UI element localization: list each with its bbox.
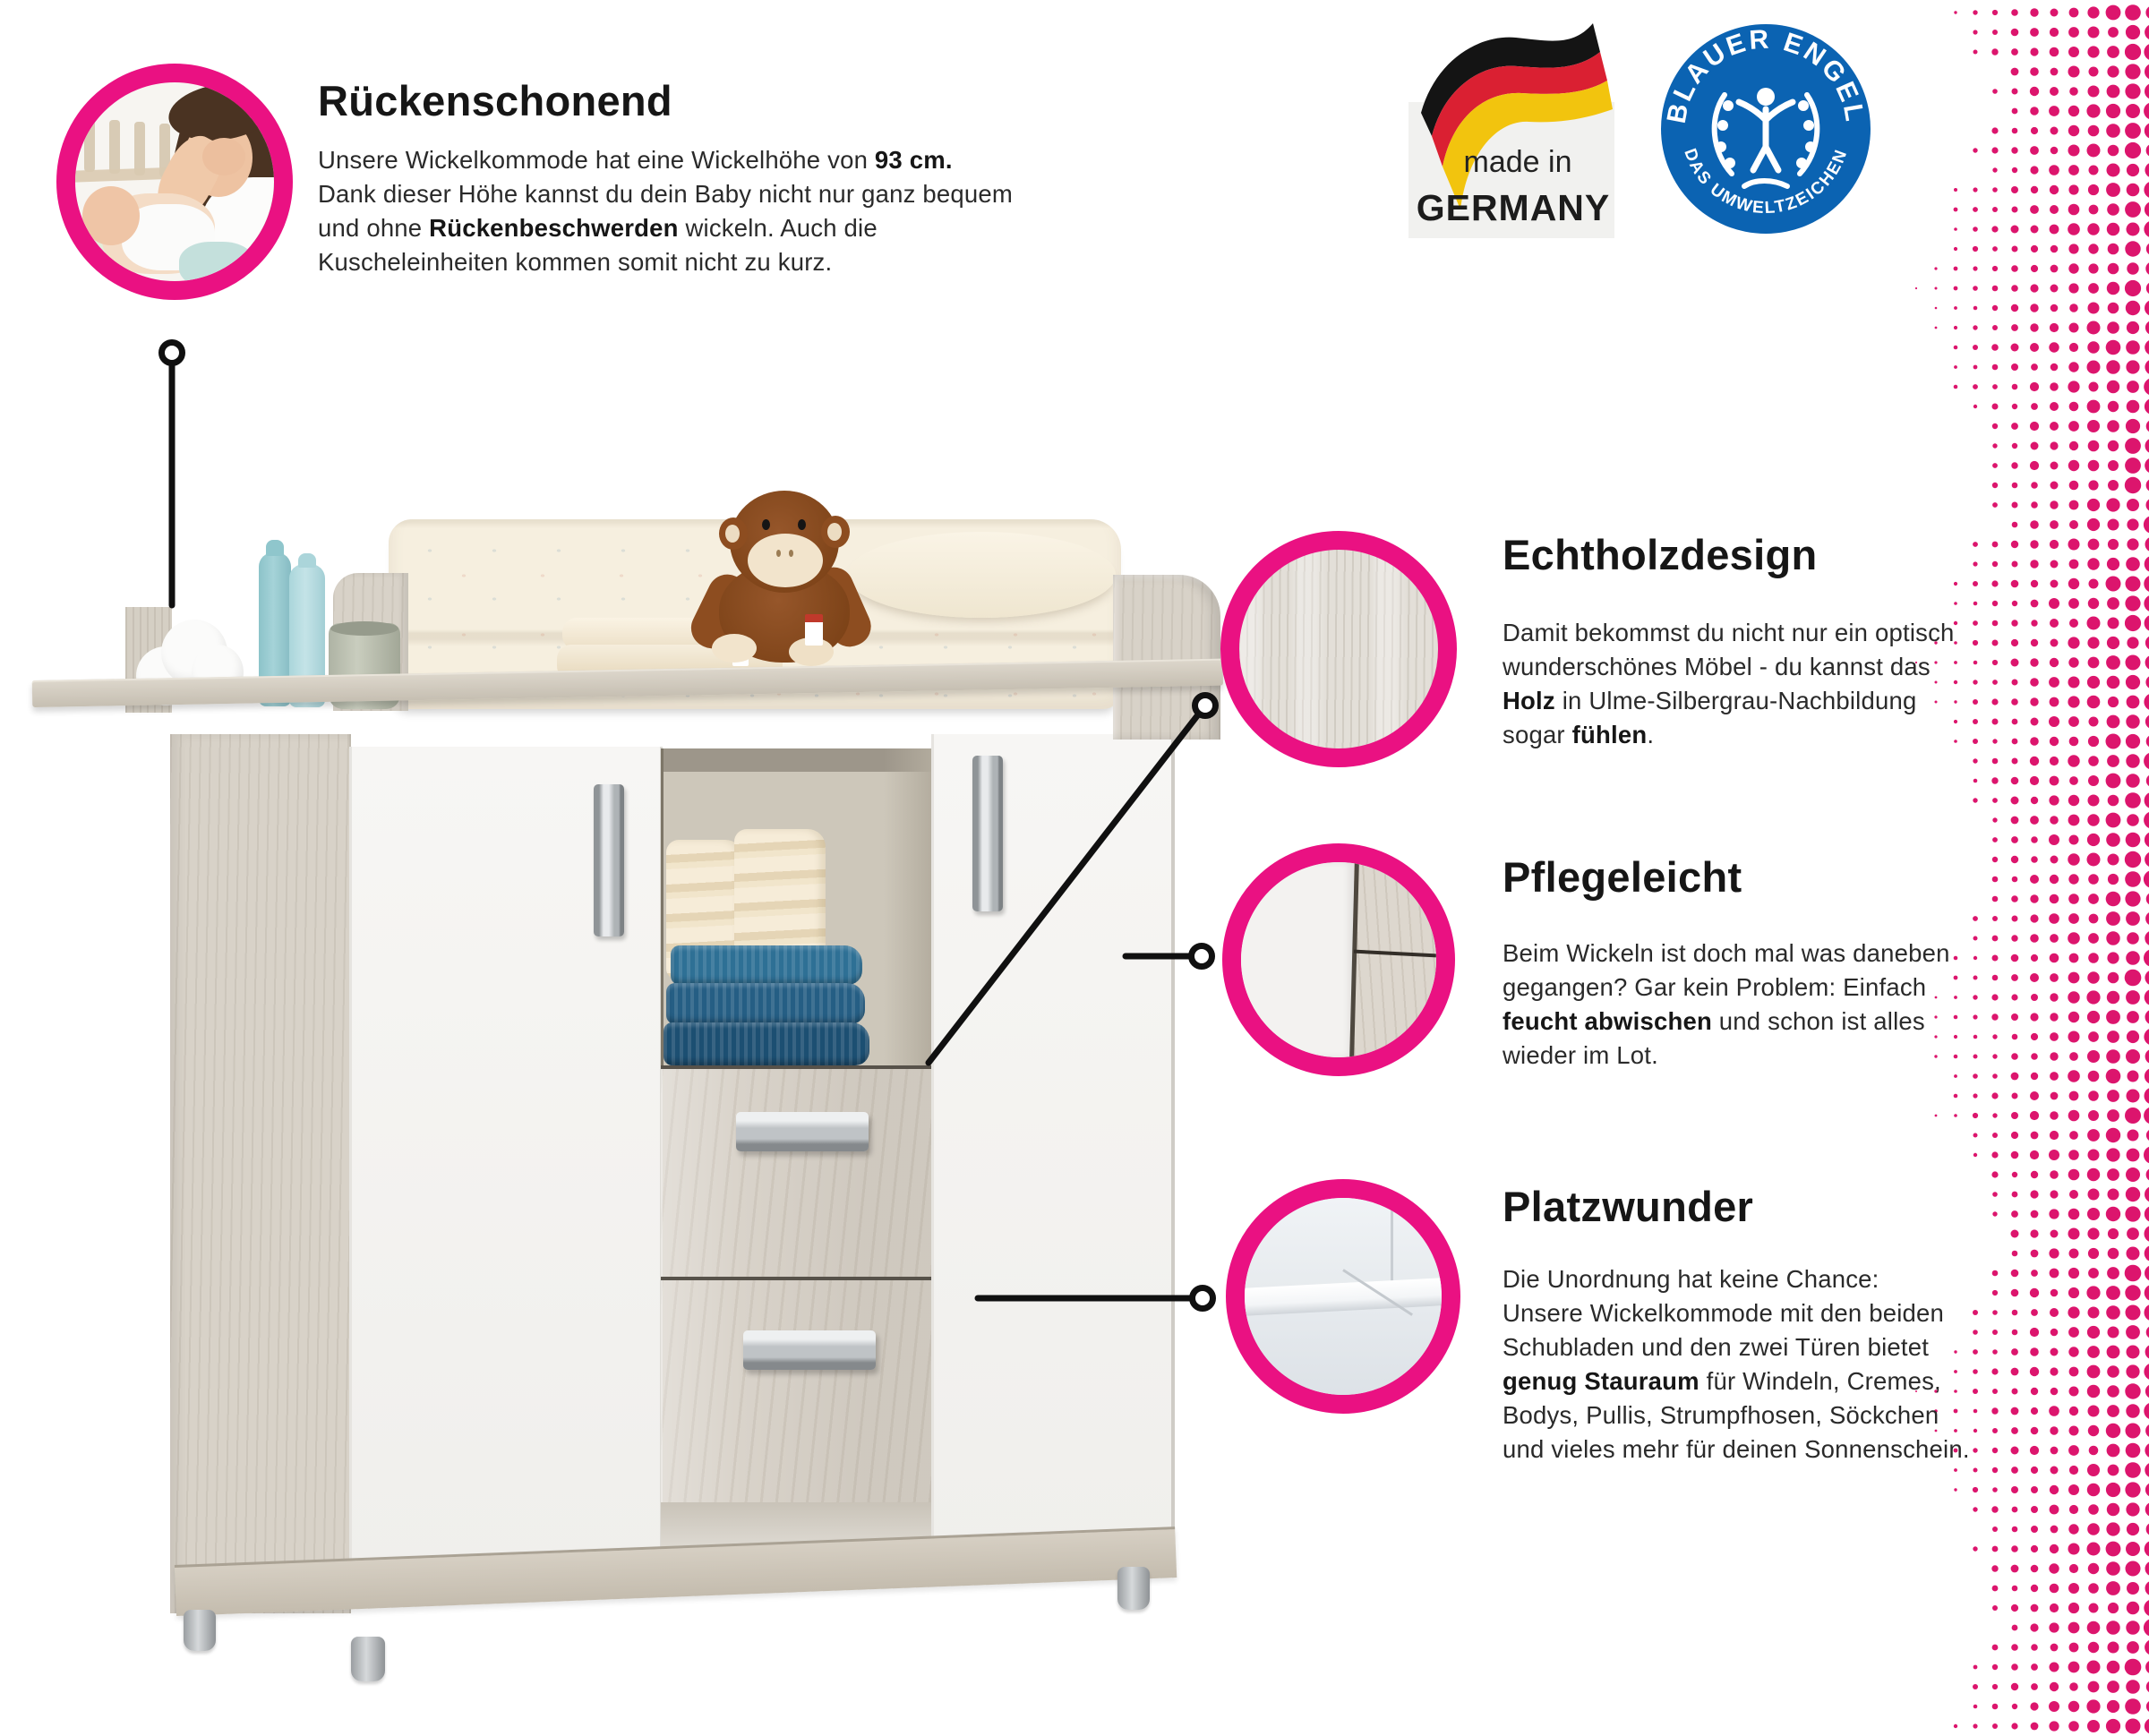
made-in-label: made in: [1463, 145, 1572, 179]
section-title-pflegeleicht: Pflegeleicht: [1503, 853, 1742, 901]
shelf-detail-circle: [1226, 1179, 1460, 1414]
detail-wood-drawers: [1354, 862, 1436, 1057]
crib-slat: [84, 118, 95, 172]
engel-arc-top: BLAUER ENGEL: [1661, 24, 1871, 126]
connector-dot-rueckenschonend: [162, 343, 183, 363]
mother-hand: [202, 138, 245, 175]
detail-white-door: [1241, 862, 1354, 1057]
crib-slat: [109, 120, 120, 174]
section-body-rueckenschonend: Unsere Wickelkommode hat eine Wickelhöhe von 93 cm. Dank dieser Höhe kannst du dein Baby nicht nur ganz bequem und ohne Rückenbeschwerden wickeln. Auch die Kuscheleinheiten kommen somit nicht zu kurz.: [318, 146, 1013, 276]
baby-head: [82, 186, 140, 245]
made-in-germany-badge: [1397, 5, 1630, 247]
shelf-interior-top: [1235, 1198, 1451, 1288]
section-body-echtholzdesign: Damit bekommst du nicht nur ein optisch wunderschönes Möbel - du kannst das Holz in Ulme-Silbergrau-Nachbildung sogar fühlen.: [1503, 619, 1955, 748]
surface-detail-circle: [1222, 843, 1455, 1076]
engel-arc-bottom: DAS UMWELTZEICHEN: [1680, 146, 1852, 218]
germany-label: GERMANY: [1416, 187, 1611, 228]
section-body-platzwunder: Die Unordnung hat keine Chance: Unsere Wickelkommode mit den beiden Schubladen und den zwei Türen bietet genug Stauraum für Windeln, Cremes, Bodys, Pullis, Strumpfhosen, Söckchen und vieles mehr für deinen Sonnenschein.: [1503, 1265, 1970, 1463]
section-body-pflegeleicht: Beim Wickeln ist doch mal was daneben gegangen? Gar kein Problem: Einfach feucht abwischen und schon ist alles wieder im Lot.: [1503, 939, 1950, 1069]
connector-dot-pflegeleicht: [1192, 946, 1212, 967]
connector-dot-platzwunder: [1193, 1288, 1213, 1309]
blauer-engel-badge: [1658, 20, 1873, 238]
section-title-platzwunder: Platzwunder: [1503, 1183, 1754, 1230]
connector-line-echtholzdesign: [929, 714, 1199, 1063]
shelf-back-corner: [1391, 1198, 1393, 1285]
shelf-interior-bottom: [1235, 1306, 1451, 1395]
connector-dot-echtholzdesign: [1195, 696, 1216, 716]
section-title-echtholzdesign: Echtholzdesign: [1503, 531, 1818, 578]
baby-photo-circle: [56, 64, 293, 300]
section-title-rueckenschonend: Rückenschonend: [318, 77, 672, 124]
wood-detail-circle: [1220, 531, 1457, 767]
